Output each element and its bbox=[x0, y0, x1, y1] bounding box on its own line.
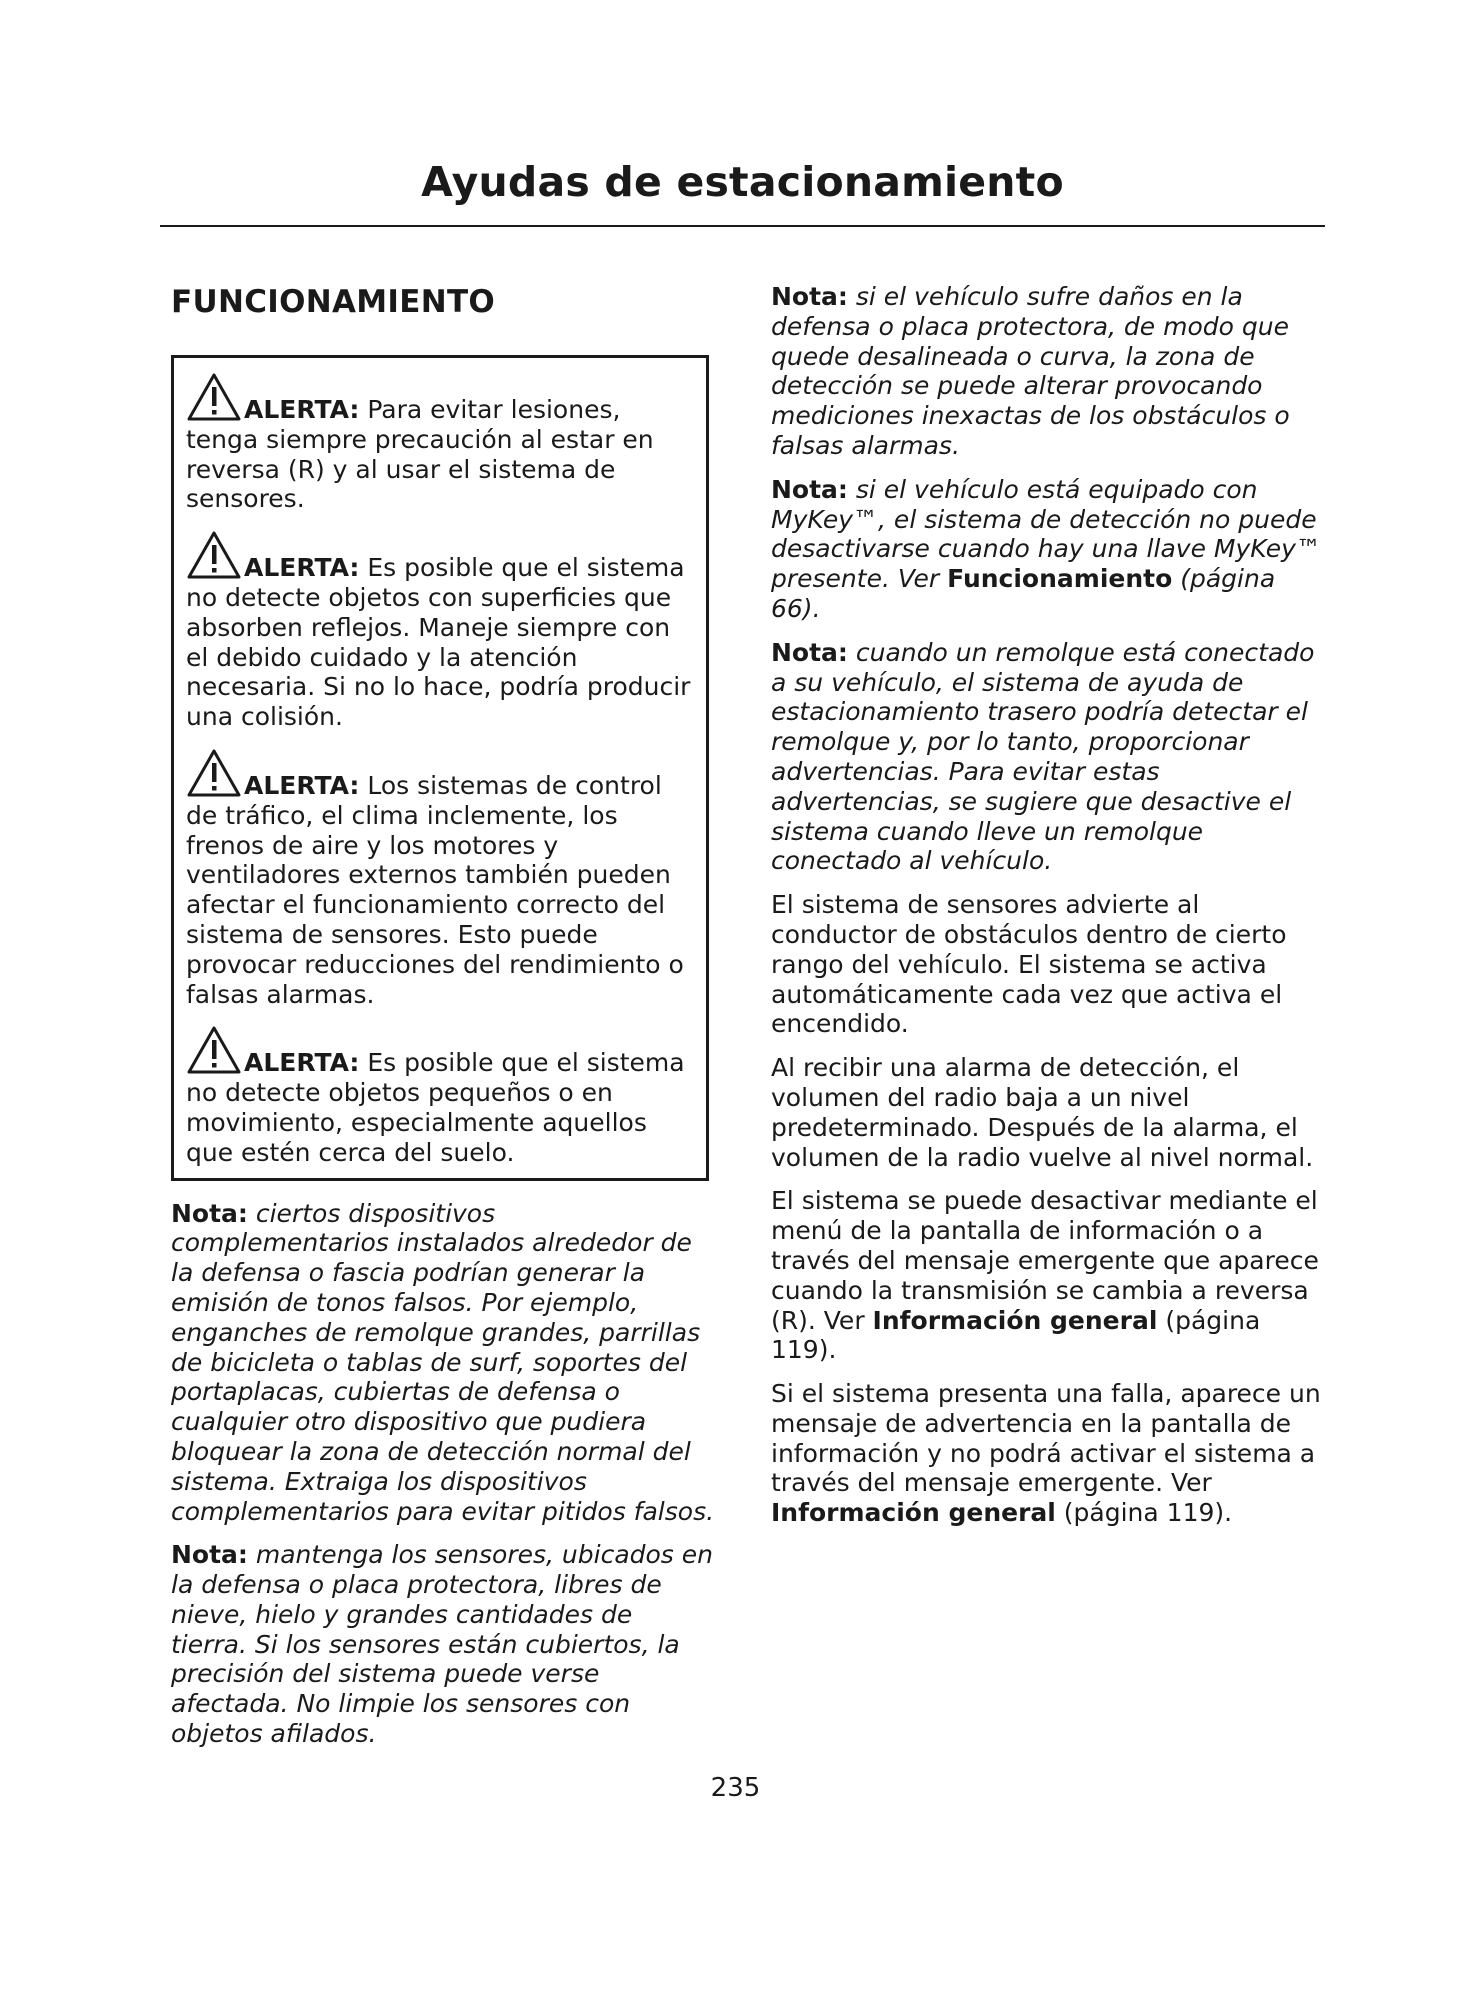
note-text: si el vehículo sufre daños en la defensa o placa protectora, de modo que quede desalineada o curva, la zona de detección se puede alterar provocando mediciones inexactas de los obstáculos o falsas alarmas. bbox=[771, 282, 1290, 460]
warning-text: Para evitar lesiones, tenga siempre precaución al estar en reversa (R) y al usar el sistema de sensores. bbox=[186, 395, 654, 514]
warning-triangle-icon bbox=[186, 1025, 242, 1075]
warning-label: ALERTA: bbox=[244, 770, 360, 800]
warning-triangle-icon bbox=[186, 530, 242, 580]
body-paragraph: El sistema de sensores advierte al conductor de obstáculos dentro de cierto rango del vehículo. El sistema se activa automáticamente cada vez que activa el encendido. bbox=[771, 890, 1287, 1039]
note-paragraph bbox=[171, 1199, 716, 1527]
warning-label: ALERTA: bbox=[244, 395, 360, 424]
warning-2 bbox=[186, 530, 696, 732]
note-label: Nota: bbox=[771, 637, 848, 667]
warning-triangle-icon bbox=[186, 372, 242, 422]
note-paragraph bbox=[171, 1540, 716, 1749]
cross-reference-link[interactable]: Información general bbox=[771, 1498, 1056, 1528]
note-text: ciertos dispositivos complementarios instalados alrededor de la defensa o fascia podrían generar la emisión de tonos falsos. Por ejemplo, enganches de remolque grandes, parrillas de bicicleta o tablas de surf, soportes del portaplacas, cubiertas de defensa o cualquier otro dispositivo que pudiera bloquear la zona de detección normal del sistema. Extraiga los dispositivos complementarios para evitar pitidos falsos. bbox=[171, 1198, 715, 1526]
warning-3 bbox=[186, 748, 696, 1009]
page-title: Ayudas de estacionamiento bbox=[421, 158, 1064, 206]
warning-text: Es posible que el sistema no detecte objetos pequeños o en movimiento, especialmente aquellos que estén cerca del suelo. bbox=[186, 1048, 685, 1167]
note-text: si el vehículo está equipado con MyKey™, el sistema de detección no puede desactivarse cuando hay una llave MyKey™ presente. Ver bbox=[771, 474, 1321, 594]
body-text: Si el sistema presenta una falla, aparece un mensaje de advertencia en la pantalla de información y no podrá activar el sistema a través del mensaje emergente. Ver bbox=[771, 1379, 1321, 1498]
title-divider bbox=[160, 225, 1325, 227]
warning-triangle-icon bbox=[186, 748, 242, 798]
body-text: (página 119). bbox=[771, 1305, 1261, 1365]
warning-text: Es posible que el sistema no detecte objetos con superficies que absorben reflejos. Maneje siempre con el debido cuidado y la atención necesaria. Si no lo hace, podría producir una colisión. bbox=[186, 553, 691, 732]
body-paragraph: Al recibir una alarma de detección, el volumen del radio baja a un nivel predeterminado. Después de la alarma, el volumen de la radio vuelve al nivel normal. bbox=[771, 1053, 1314, 1172]
note-text: (página 66). bbox=[771, 564, 1276, 623]
note-paragraph bbox=[771, 282, 1327, 461]
page-number: 235 bbox=[710, 1773, 761, 1803]
warning-text: Los sistemas de control de tráfico, el clima inclemente, los frenos de aire y los motores y ventiladores externos también pueden afectar el funcionamiento correcto del sistema de sensores. Esto puede provocar reducciones del rendimiento o falsas alarmas. bbox=[186, 770, 684, 1009]
warning-1 bbox=[186, 372, 696, 514]
body-paragraph bbox=[771, 1186, 1327, 1365]
note-label: Nota: bbox=[171, 1198, 248, 1228]
warning-box bbox=[171, 355, 709, 1181]
note-label: Nota: bbox=[171, 1540, 248, 1570]
cross-reference-link[interactable]: Información general bbox=[872, 1305, 1158, 1335]
warning-label: ALERTA: bbox=[244, 1048, 360, 1078]
note-paragraph bbox=[771, 475, 1327, 624]
note-label: Nota: bbox=[771, 282, 848, 311]
note-text: mantenga los sensores, ubicados en la defensa o placa protectora, libres de nieve, hielo y grandes cantidades de tierra. Si los sensores están cubiertos, la precisión del sistema puede verse afectada. No limpie los sensores con objetos afilados. bbox=[171, 1540, 713, 1749]
note-paragraph bbox=[771, 638, 1327, 876]
warning-label: ALERTA: bbox=[244, 553, 360, 583]
cross-reference-link[interactable]: Funcionamiento bbox=[947, 564, 1173, 594]
right-column bbox=[771, 282, 1327, 1542]
note-text: cuando un remolque está conectado a su vehículo, el sistema de ayuda de estacionamiento trasero podría detectar el remolque y, por lo tanto, proporcionar advertencias. Para evitar estas advertencias, se sugiere que desactive el sistema cuando lleve un remolque conectado al vehículo. bbox=[771, 637, 1315, 876]
body-paragraph bbox=[771, 1379, 1327, 1528]
note-label: Nota: bbox=[771, 474, 848, 504]
body-text: El sistema se puede desactivar mediante el menú de la pantalla de información o a través del mensaje emergente que aparece cuando la transmisión se cambia a reversa (R). Ver bbox=[771, 1186, 1319, 1335]
warning-4 bbox=[186, 1025, 696, 1167]
section-heading: FUNCIONAMIENTO bbox=[171, 284, 496, 320]
left-column bbox=[171, 282, 716, 1763]
body-text: (página 119). bbox=[1055, 1498, 1233, 1528]
